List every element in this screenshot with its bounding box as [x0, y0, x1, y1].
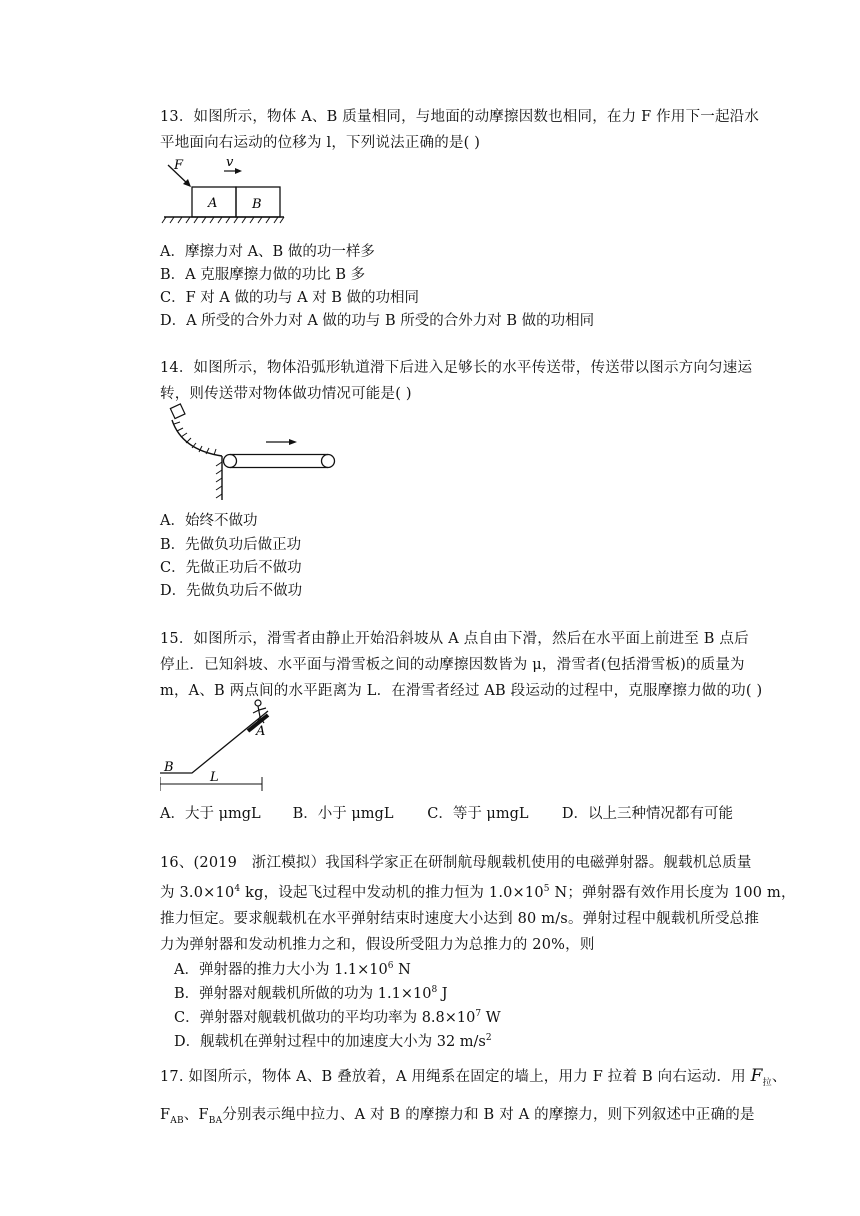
- q15-figure: [160, 695, 270, 795]
- distance-L-label: L: [210, 770, 219, 785]
- label-F: F: [174, 158, 184, 173]
- q15-line-2: 停止．已知斜坡、水平面与滑雪板之间的动摩擦因数皆为 μ，滑雪者(包括滑雪板)的质量为: [160, 657, 745, 673]
- q16-option-b: B．弹射器对舰载机所做的功为 $1.1\times 10^8$ J: [174, 985, 448, 1002]
- label-A: A: [208, 196, 218, 211]
- q16-option-d: D．舰载机在弹射过程中的加速度大小为 32 $m/s^2$: [174, 1033, 492, 1050]
- q15-option-a: A．大于 μmgL: [160, 806, 261, 822]
- question-14: [160, 355, 753, 407]
- q14-option-d: D．先做负功后不做功: [160, 583, 303, 599]
- q13-line-1: 13．如图所示，物体 A、B 质量相同，与地面的动摩擦因数也相同，在力 F 作用下一起沿水: [160, 109, 760, 125]
- question-13: [160, 104, 760, 156]
- slide-block: [170, 404, 185, 419]
- label-B: B: [252, 197, 262, 212]
- arc-track: [172, 420, 222, 456]
- q16-line-3: 推力恒定。要求舰载机在水平弹射结束时速度大小达到 80 m/s。弹射过程中舰载机所受总推: [160, 910, 760, 927]
- label-v: v: [226, 155, 234, 170]
- question-15: [160, 626, 763, 704]
- q14-line-1: 14．如图所示，物体沿弧形轨道滑下后进入足够长的水平传送带，传送带以图示方向匀速运: [160, 360, 753, 376]
- right-roller: [322, 455, 335, 468]
- q13-option-c: C．F 对 A 做的功与 A 对 B 做的功相同: [160, 290, 420, 306]
- q16-line-1: 16、(2019 浙江模拟）我国科学家正在研制航母舰载机使用的电磁弹射器。舰载机总质量: [160, 855, 752, 871]
- q13-option-d: D．A 所受的合外力对 A 做的功与 B 所受的合外力对 B 做的功相同: [160, 313, 595, 329]
- q15-line-1: 15．如图所示，滑雪者由静止开始沿斜坡从 A 点自由下滑，然后在水平面上前进至 B 点后: [160, 631, 749, 647]
- q16-option-c: C．弹射器对舰载机做功的平均功率为 $8.8\times 10^7$ W: [174, 1009, 501, 1026]
- slope-track: [160, 711, 268, 773]
- question-16: [160, 850, 796, 958]
- q16-option-a: A．弹射器的推力大小为 $1.1\times 10^6$ N: [174, 961, 411, 978]
- q15-line-3: m，A、B 两点间的水平距离为 L．在滑雪者经过 AB 段运动的过程中，克服摩擦力做的功( ): [160, 683, 763, 699]
- q13-line-2: 平地面向右运动的位移为 l，下列说法正确的是( ): [160, 135, 481, 151]
- q15-options: [160, 802, 733, 823]
- q14-option-a: A．始终不做功: [160, 513, 258, 529]
- q13-figure: [160, 155, 310, 225]
- point-A-label: A: [256, 724, 266, 739]
- point-B-label: B: [164, 760, 174, 775]
- q14-line-2: 转，则传送带对物体做功情况可能是( ): [160, 386, 412, 402]
- q15-option-c: C．等于 μmgL: [427, 806, 529, 822]
- q13-option-a: A．摩擦力对 A、B 做的功一样多: [160, 244, 375, 260]
- q15-option-b: B．小于 μmgL: [292, 806, 394, 822]
- q16-line-4: 力为弹射器和发动机推力之和，假设所受阻力为总推力的 20%，则: [160, 936, 595, 953]
- left-roller: [224, 455, 237, 468]
- q17-line-1: 17. 如图所示，物体 A、B 叠放着，A 用绳系在固定的墙上，用力 F 拉着 B 向右运动．用 $F_拉$、: [160, 1066, 787, 1088]
- q15-option-d: D．以上三种情况都有可能: [561, 806, 733, 822]
- question-17: [160, 1060, 787, 1137]
- q14-option-b: B．先做负功后做正功: [160, 537, 302, 553]
- q14-option-c: C．先做正功后不做功: [160, 560, 302, 576]
- q13-option-b: B．A 克服摩擦力做的功比 B 多: [160, 267, 366, 283]
- q14-figure: [160, 402, 345, 502]
- q17-line-2: $F_{AB}$、$F_{BA}$分别表示绳中拉力、A 对 B 的摩擦力和 B 对 A 的摩擦力，则下列叙述中正确的是: [160, 1106, 755, 1126]
- q16-line-2: 为 $3.0\times 10^4$ kg，设起飞过程中发动机的推力恒为 $1.0\times 10^5$ N；弹射器有效作用长度为 100 m，: [160, 884, 796, 901]
